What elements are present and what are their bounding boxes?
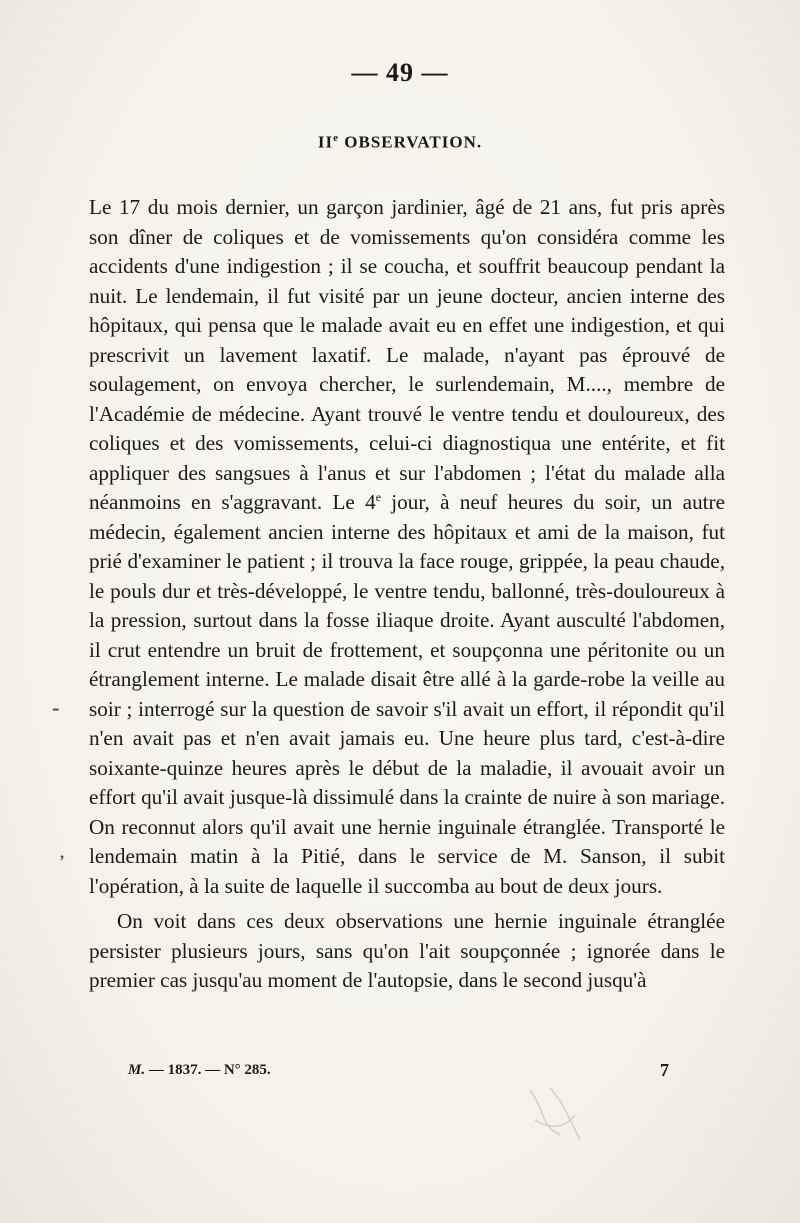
day-superscript: e bbox=[375, 489, 382, 504]
margin-dash-mark: - bbox=[52, 695, 60, 720]
signature-text: — 1837. — N° 285. bbox=[145, 1062, 271, 1078]
margin-comma-mark: , bbox=[60, 845, 64, 862]
body-text bbox=[89, 193, 725, 996]
printer-signature bbox=[128, 1062, 271, 1079]
paragraph-conclusion: On voit dans ces deux observations une hernie inguinale étranglée persister plusieurs jours, sans qu'on l'ait soupçonnée ; ignorée dans le premier cas jusqu'au moment de l'autopsie, dans le second jusqu'à bbox=[89, 909, 725, 992]
signature-letter: M. bbox=[128, 1062, 146, 1078]
paragraph-observation bbox=[89, 193, 725, 901]
section-numeral: II bbox=[317, 132, 334, 152]
paragraph-text-part-2: jour, à neuf heures du soir, un autre médecin, également ancien interne des hôpitaux et ami de la maison, fut prié d'examiner le patient ; il trouva la face rouge, grippée, la peau chaude, le pouls dur et très-développé, le ventre tendu, ballonné, très-douloureux à la pression, surtout dans la fosse iliaque droite. Ayant ausculté l'abdomen, il crut entendre un bruit de frottement, et soupçonna une péritonite ou un étranglement interne. Le malade disait être allé à la garde-robe la veille au soir ; interrogé sur la question de savoir s'il avait un effort, il répondit qu'il n'en avait pas et n'en avait jamais eu. Une heure plus tard, c'est-à-dire soixante-quinze heures après le début de la maladie, il avouait avoir un effort qu'il avait jusque-là dissimulé dans la crainte de nuire à son mariage. On reconnut alors qu'il avait une hernie inguinale étranglée. Transporté le lendemain matin à la Pitié, dans le service de M. Sanson, il subit l'opération, à la suite de laquelle il succomba au bout de deux jours. bbox=[89, 490, 726, 898]
sheet-number: 7 bbox=[660, 1060, 669, 1080]
section-title: OBSERVATION. bbox=[344, 132, 483, 152]
faint-ink-scribble bbox=[520, 1080, 590, 1150]
section-heading bbox=[0, 132, 800, 153]
page-number: — 49 — bbox=[351, 58, 449, 87]
section-numeral-superscript: e bbox=[333, 132, 340, 144]
paragraph-text-part-1: Le 17 du mois dernier, un garçon jardinier, âgé de 21 ans, fut pris après son dîner de coliques et de vomissements qu'on considéra comme les accidents d'une indigestion ; il se coucha, et souffrit beaucoup pendant la nuit. Le lendemain, il fut visité par un jeune docteur, ancien interne des hôpitaux, qui pensa que le malade avait eu en effet une indigestion, et qui prescrivit un lavement laxatif. Le malade, n'ayant pas éprouvé de soulagement, on envoya chercher, le surlendemain, M...., membre de l'Académie de médecine. Ayant trouvé le ventre tendu et douloureux, des coliques et des vomissements, celui-ci diagnostiqua une entérite, et fit appliquer des sangsues à l'anus et sur l'abdomen ; l'état du malade alla néanmoins en s'aggravant. Le 4 bbox=[89, 195, 725, 514]
